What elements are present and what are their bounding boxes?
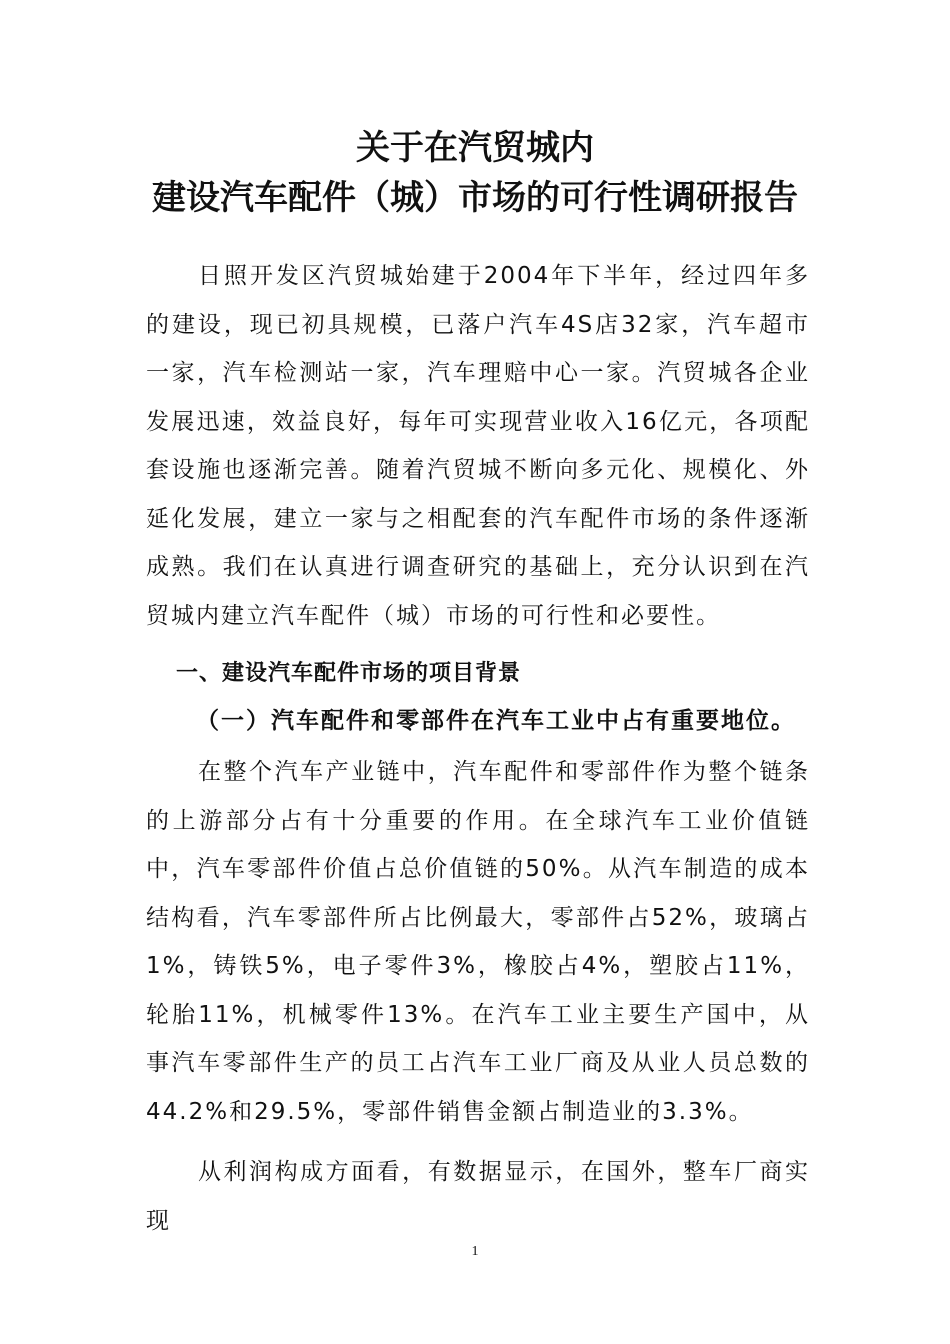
- subsection-heading-importance: （一）汽车配件和零部件在汽车工业中占有重要地位。: [196, 708, 796, 734]
- document-title-line-1: 关于在汽贸城内: [356, 128, 594, 168]
- intro-paragraph: 日照开发区汽贸城始建于2004年下半年，经过四年多的建设，现已初具规模，已落户汽车4S店32家，汽车超市一家，汽车检测站一家，汽车理赔中心一家。汽贸城各企业发展迅速，效益良好，每年可实现营业收入16亿元，各项配套设施也逐渐完善。随着汽贸城不断向多元化、规模化、外延化发展，建立一家与之相配套的汽车配件市场的条件逐渐成熟。我们在认真进行调查研究的基础上，充分认识到在汽贸城内建立汽车配件（城）市场的可行性和必要性。: [146, 263, 810, 629]
- industry-chain-paragraph: 在整个汽车产业链中，汽车配件和零部件作为整个链条的上游部分占有十分重要的作用。在全球汽车工业价值链中，汽车零部件价值占总价值链的50%。从汽车制造的成本结构看，汽车零部件所占比例最大，零部件占52%，玻璃占1%，铸铁5%，电子零件3%，橡胶占4%，塑胶占11%，轮胎11%，机械零件13%。在汽车工业主要生产国中，从事汽车零部件生产的员工占汽车工业厂商及从业人员总数的44.2%和29.5%，零部件销售金额占制造业的3.3%。: [146, 759, 810, 1125]
- profit-structure-paragraph: 从利润构成方面看，有数据显示，在国外，整车厂商实现: [146, 1159, 810, 1234]
- section-heading-background: 一、建设汽车配件市场的项目背景: [176, 661, 522, 686]
- page-number: 1: [471, 1244, 479, 1259]
- document-title-line-2: 建设汽车配件（城）市场的可行性调研报告: [152, 178, 798, 218]
